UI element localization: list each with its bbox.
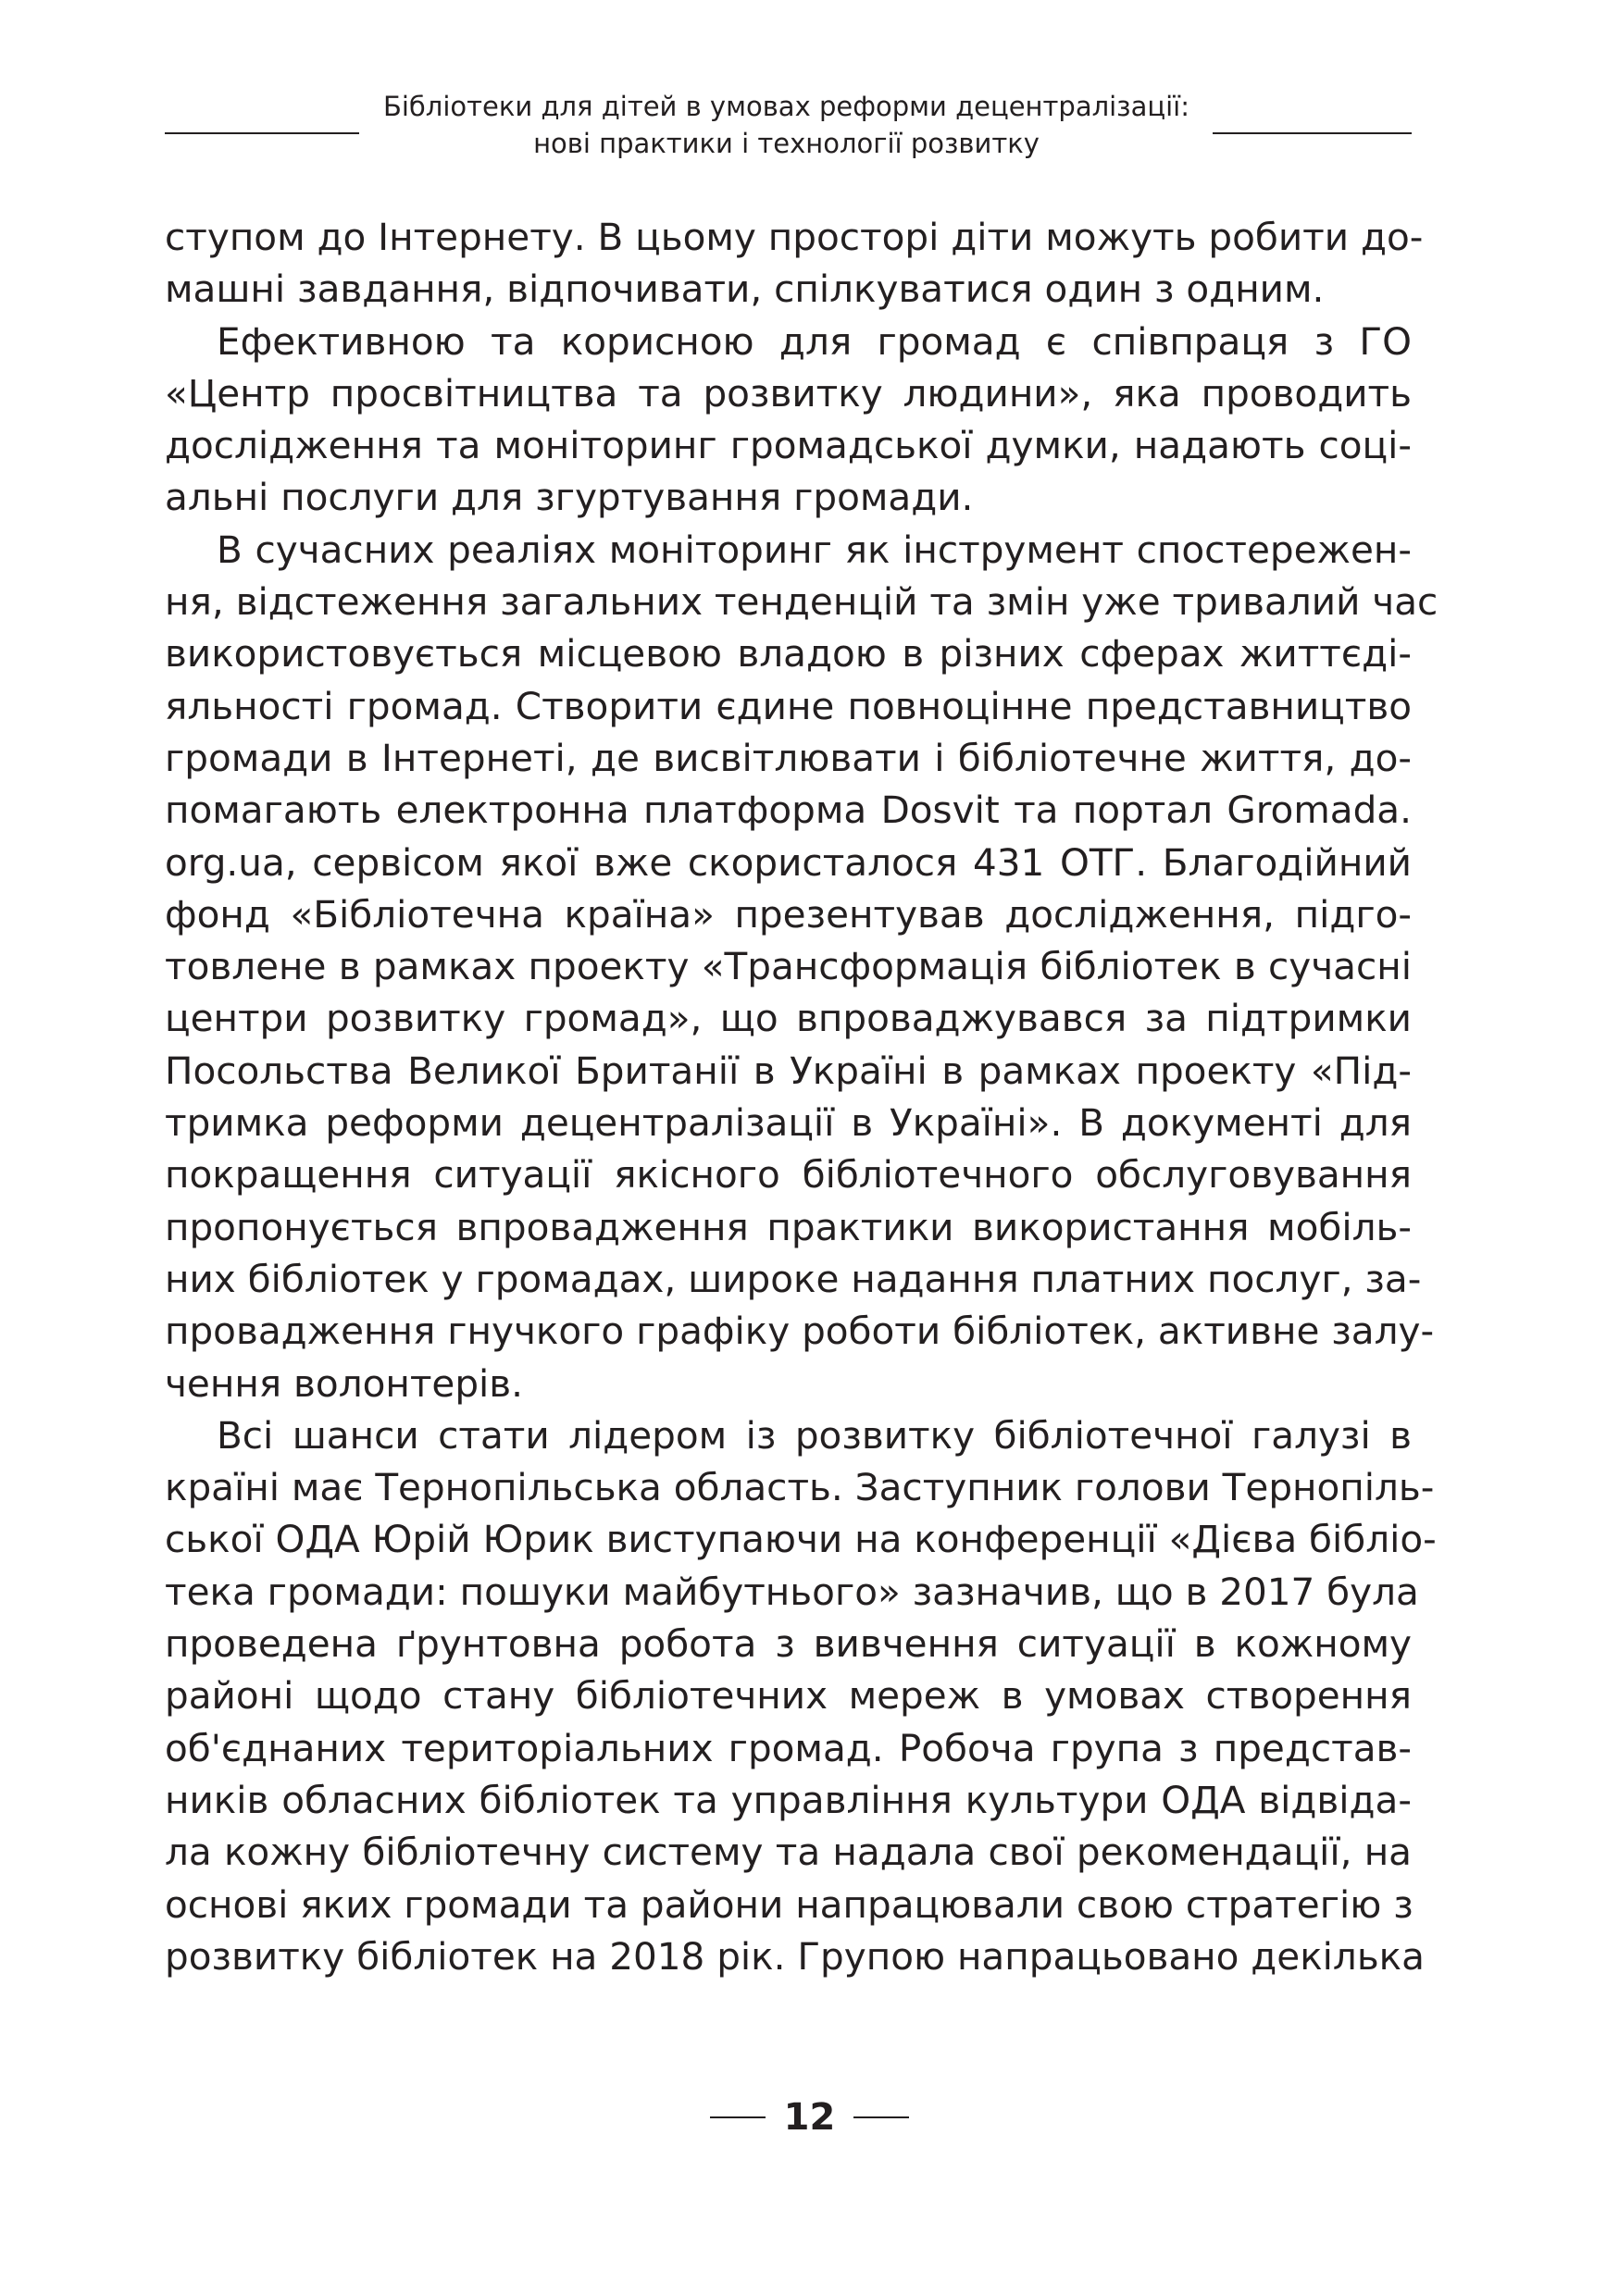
text-line: ської ОДА Юрій Юрик виступаючи на конференції «Дієва бібліо- bbox=[165, 1517, 1437, 1562]
body-text bbox=[165, 211, 1438, 1982]
text-line: проведена ґрунтовна робота з вивчення ситуації в кожному bbox=[165, 1621, 1412, 1667]
text-line: розвитку бібліотек на 2018 рік. Групою напрацьовано декілька bbox=[165, 1933, 1425, 1979]
text-line: ників обласних бібліотек та управління культури ОДА відвіда- bbox=[165, 1777, 1412, 1822]
text-line: В сучасних реаліях моніторинг як інструмент спостережен- bbox=[217, 527, 1412, 572]
header-title bbox=[367, 88, 1206, 162]
text-line: об'єднаних територіальних громад. Робоча група з представ- bbox=[165, 1725, 1412, 1770]
text-line: тека громади: пошуки майбутнього» зазначив, що в 2017 була bbox=[165, 1569, 1419, 1614]
text-line: центри розвитку громад», що впроваджувався за підтримки bbox=[165, 996, 1412, 1041]
text-line: «Центр просвітництва та розвитку людини», яка проводить bbox=[165, 370, 1412, 416]
text-line: ла кожну бібліотечну систему та надала свої рекомендації, на bbox=[165, 1830, 1412, 1875]
text-line: Ефективною та корисною для громад є співпраця з ГО bbox=[217, 318, 1412, 364]
page-number-dash-left bbox=[710, 2116, 766, 2118]
text-line: дослідження та моніторинг громадської думки, надають соці- bbox=[165, 423, 1412, 468]
text-line: провадження гнучкого графіку роботи бібліотек, активне залу- bbox=[165, 1309, 1435, 1354]
text-line: фонд «Бібліотечна країна» презентував дослідження, підго- bbox=[165, 891, 1412, 937]
running-header bbox=[165, 88, 1412, 171]
text-line: альні послуги для згуртування громади. bbox=[165, 475, 974, 520]
header-rule-left bbox=[165, 132, 359, 134]
page-number: 12 bbox=[783, 2096, 836, 2139]
text-line: товлене в рамках проекту «Трансформація бібліотек в сучасні bbox=[165, 944, 1412, 989]
header-rule-right bbox=[1213, 132, 1412, 134]
text-line: ня, відстеження загальних тенденцій та змін уже тривалий час bbox=[165, 579, 1438, 625]
text-line: громади в Інтернеті, де висвітлювати і бібліотечне життя, до- bbox=[165, 735, 1412, 780]
text-line: org.ua, сервісом якої вже скористалося 431 ОТГ. Благодійний bbox=[165, 839, 1412, 885]
text-line: країні має Тернопільська область. Заступник голови Тернопіль- bbox=[165, 1465, 1435, 1510]
paragraph bbox=[165, 316, 1412, 524]
text-line: помагають електронна платформа Dosvit та портал Gromada. bbox=[165, 788, 1412, 833]
text-line: районі щодо стану бібліотечних мереж в умовах створення bbox=[165, 1673, 1412, 1719]
text-line: них бібліотек у громадах, широке надання платних послуг, за- bbox=[165, 1256, 1422, 1301]
paragraph bbox=[165, 524, 1438, 1409]
text-line: використовується місцевою владою в різних сферах життєді- bbox=[165, 631, 1412, 676]
paragraph bbox=[165, 211, 1424, 316]
paragraph bbox=[165, 1409, 1437, 1982]
page-number-dash-right bbox=[853, 2116, 909, 2118]
text-line: машні завдання, відпочивати, спілкуватися один з одним. bbox=[165, 267, 1325, 312]
text-line: Всі шанси стати лідером із розвитку бібліотечної галузі в bbox=[217, 1412, 1412, 1458]
text-line: ступом до Інтернету. В цьому просторі діти можуть робити до- bbox=[165, 215, 1424, 259]
header-title-line-1: Бібліотеки для дітей в умовах реформи децентралізації: bbox=[382, 91, 1190, 122]
page-footer bbox=[0, 2090, 1619, 2145]
text-line: тримка реформи децентралізації в Україні». В документі для bbox=[165, 1100, 1412, 1146]
text-line: чення волонтерів. bbox=[165, 1360, 524, 1406]
text-line: основі яких громади та райони напрацювали свою стратегію з bbox=[165, 1881, 1414, 1927]
header-title-line-2: нові практики і технології розвитку bbox=[533, 128, 1040, 159]
text-line: яльності громад. Створити єдине повноцінне представництво bbox=[165, 683, 1412, 728]
text-line: Посольства Великої Британії в Україні в рамках проекту «Під- bbox=[165, 1048, 1412, 1093]
text-line: пропонується впровадження практики використання мобіль- bbox=[165, 1204, 1412, 1249]
text-line: покращення ситуації якісного бібліотечного обслуговування bbox=[165, 1152, 1412, 1198]
